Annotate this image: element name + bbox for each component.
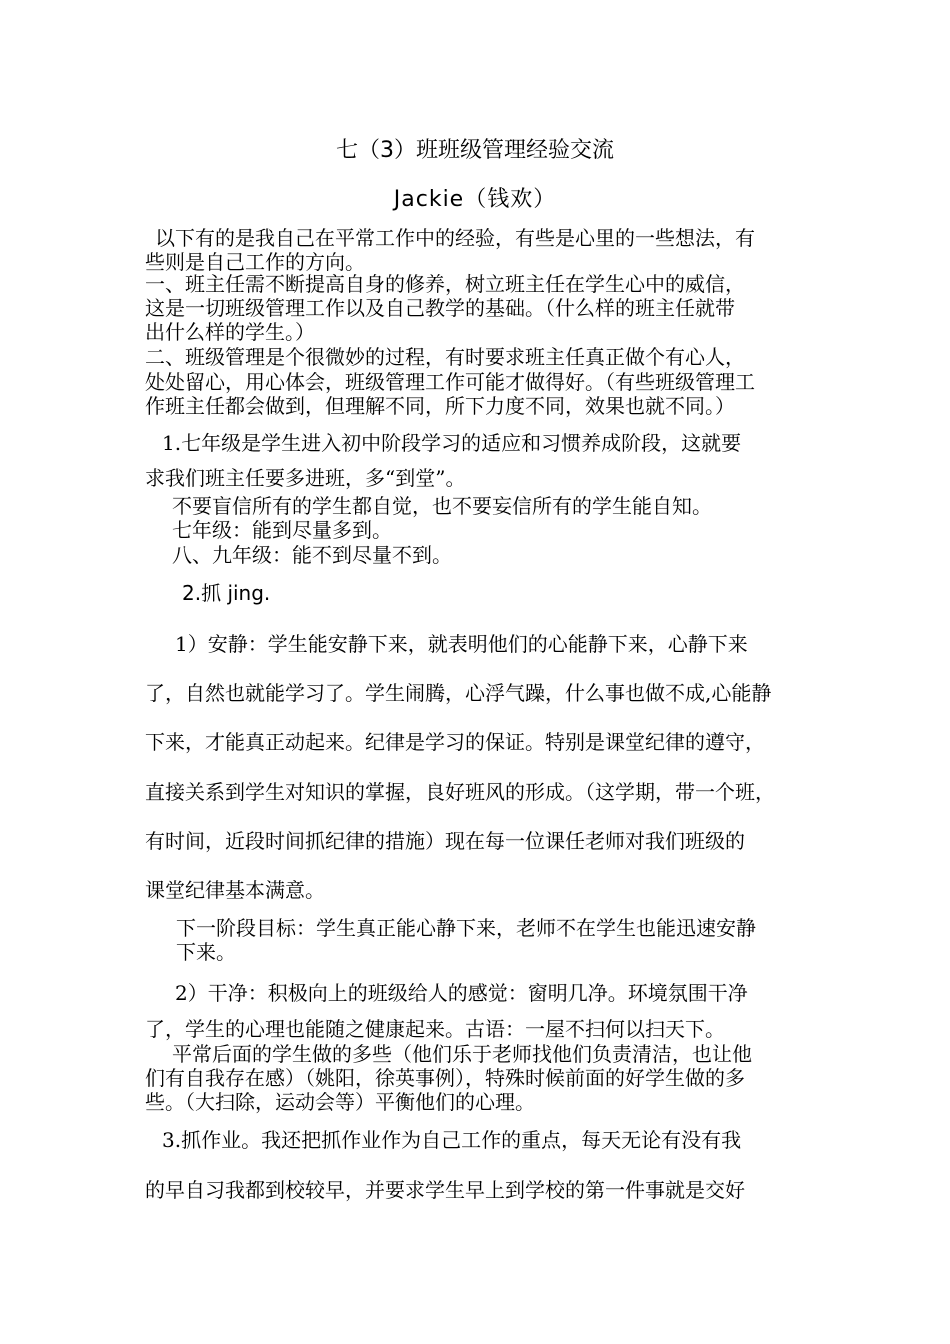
paragraph-line: 1）安静：学生能安静下来，就表明他们的心能静下来，心静下来 bbox=[175, 632, 748, 656]
paragraph-line: 2）干净：积极向上的班级给人的感觉：窗明几净。环境氛围干净 bbox=[175, 981, 748, 1005]
paragraph-line: 3.抓作业。我还把抓作业作为自己工作的重点，每天无论有没有我 bbox=[162, 1128, 742, 1152]
paragraph-line: 下一阶段目标：学生真正能心静下来，老师不在学生也能迅速安静 bbox=[176, 916, 756, 940]
document-author: Jackie（钱欢） bbox=[393, 187, 557, 212]
paragraph-line: 不要盲信所有的学生都自觉，也不要妄信所有的学生能自知。 bbox=[172, 494, 712, 518]
document-title: 七（3）班班级管理经验交流 bbox=[336, 138, 614, 163]
paragraph-line: 了，学生的心理也能随之健康起来。古语：一屋不扫何以扫天下。 bbox=[145, 1017, 725, 1041]
paragraph-line: 作班主任都会做到，但理解不同，所下力度不同，效果也就不同。） bbox=[145, 394, 735, 418]
paragraph-line: 平常后面的学生做的多些（他们乐于老师找他们负责清洁，也让他 bbox=[172, 1042, 752, 1066]
section-heading: 2.抓 jing. bbox=[182, 581, 271, 605]
paragraph-line: 下来。 bbox=[176, 940, 236, 964]
paragraph-line: 课堂纪律基本满意。 bbox=[145, 878, 325, 902]
paragraph-line: 求我们班主任要多进班，多“到堂”。 bbox=[145, 466, 466, 490]
paragraph-line: 的早自习我都到校较早，并要求学生早上到学校的第一件事就是交好 bbox=[145, 1178, 745, 1202]
paragraph-line: 七年级：能到尽量多到。 bbox=[172, 518, 392, 542]
paragraph-line: 八、九年级：能不到尽量不到。 bbox=[172, 543, 452, 567]
paragraph-line: 了，自然也就能学习了。学生闹腾，心浮气躁，什么事也做不成,心能静 bbox=[145, 681, 772, 705]
paragraph-line: 这是一切班级管理工作以及自己教学的基础。（什么样的班主任就带 bbox=[145, 296, 735, 320]
paragraph-line: 二、班级管理是个很微妙的过程，有时要求班主任真正做个有心人， bbox=[145, 345, 745, 369]
paragraph-line: 有时间，近段时间抓纪律的措施）现在每一位课任老师对我们班级的 bbox=[145, 829, 745, 853]
paragraph-line: 一、班主任需不断提高自身的修养，树立班主任在学生心中的威信， bbox=[145, 272, 745, 296]
paragraph-line: 1.七年级是学生进入初中阶段学习的适应和习惯养成阶段，这就要 bbox=[162, 431, 742, 455]
paragraph-line: 些。（大扫除，运动会等）平衡他们的心理。 bbox=[145, 1090, 535, 1114]
paragraph-line: 些则是自己工作的方向。 bbox=[145, 250, 365, 274]
paragraph-line: 直接关系到学生对知识的掌握，良好班风的形成。（这学期，带一个班， bbox=[145, 780, 775, 804]
paragraph-line: 下来，才能真正动起来。纪律是学习的保证。特别是课堂纪律的遵守， bbox=[145, 730, 765, 754]
paragraph-line: 们有自我存在感）（姚阳，徐英事例），特殊时候前面的好学生做的多 bbox=[145, 1066, 745, 1090]
paragraph-line: 出什么样的学生。） bbox=[145, 320, 315, 344]
paragraph-line: 以下有的是我自己在平常工作中的经验，有些是心里的一些想法，有 bbox=[155, 226, 755, 250]
paragraph-line: 处处留心，用心体会，班级管理工作可能才做得好。（有些班级管理工 bbox=[145, 370, 755, 394]
